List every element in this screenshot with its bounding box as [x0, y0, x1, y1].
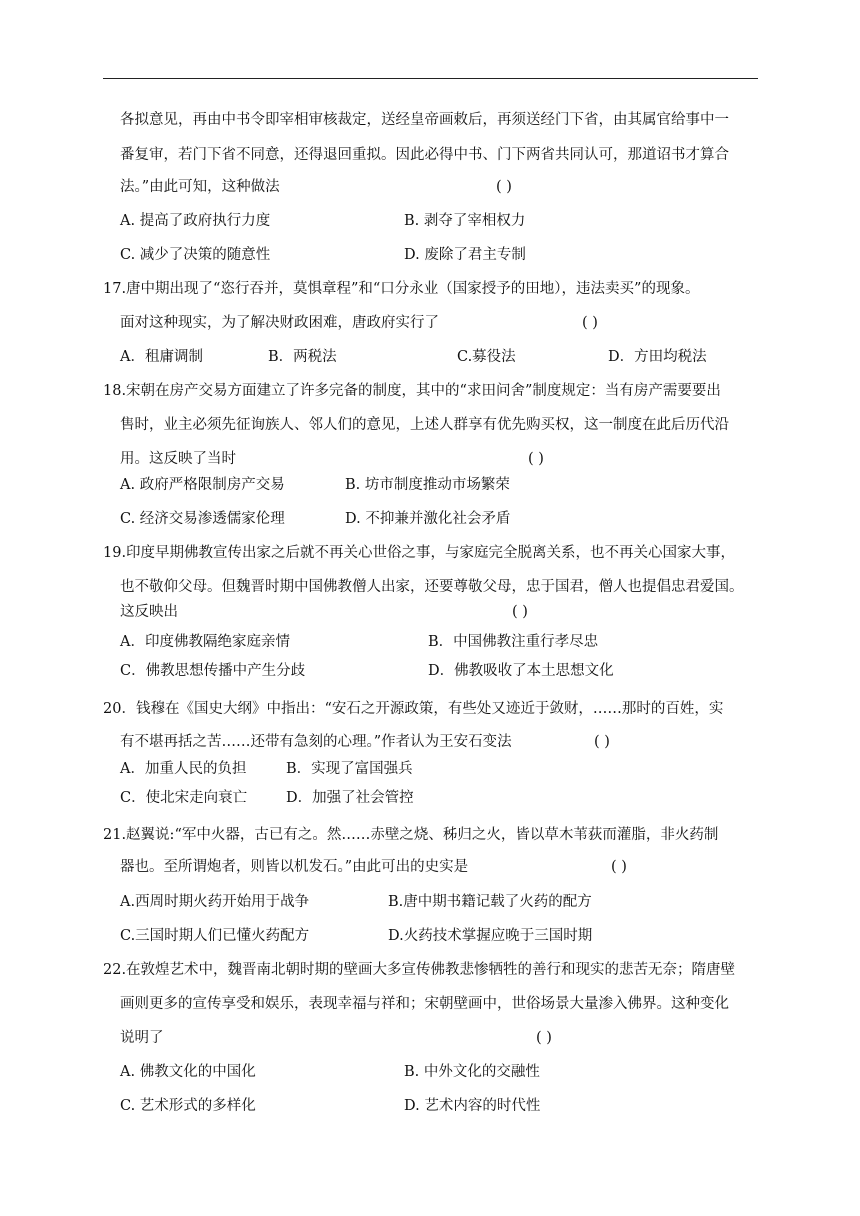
q19-line3: 这反映出 — [120, 604, 178, 620]
q20-option-a: A．加重人民的负担 — [120, 761, 247, 777]
q16-option-d: D. 废除了君主专制 — [404, 247, 526, 263]
q21-line2: 器也。至所谓炮者，则皆以机发石。”由此可出的史实是 — [120, 859, 469, 875]
q20-option-b: B．实现了富国强兵 — [286, 761, 413, 777]
q16-answer-paren: ( ) — [496, 179, 512, 195]
q22-line2: 画则更多的宣传享受和娱乐，表现幸福与祥和；宋朝壁画中，世俗场景大量渗入佛界。这种变化 — [120, 996, 729, 1012]
q20-answer-paren: ( ) — [594, 734, 610, 750]
q20-option-c: C．使北宋走向衰亡 — [120, 790, 248, 806]
q20-line2: 有不堪再括之苦……还带有急刻的心理。”作者认为王安石变法 — [120, 734, 512, 750]
q16-line1: 各拟意见，再由中书令即宰相审核裁定，送经皇帝画敕后，再须送经门下省，由其属官给事中一 — [120, 112, 729, 128]
q21-option-c: C.三国时期人们已懂火药配方 — [120, 928, 310, 944]
q22-option-c: C. 艺术形式的多样化 — [120, 1098, 256, 1114]
q18-line2: 售时，业主必须先征询族人、邻人们的意见，上述人群享有优先购买权，这一制度在此后历代沿 — [120, 417, 729, 433]
q20-line1: 20．钱穆在《国史大纲》中指出：“安石之开源政策，有些处又迹近于敛财，……那时的百姓，实 — [103, 701, 724, 717]
q22-option-b: B. 中外文化的交融性 — [404, 1064, 540, 1080]
q18-line1: 18.宋朝在房产交易方面建立了许多完备的制度，其中的“求田问舍”制度规定：当有房产需要要出 — [103, 383, 721, 399]
q17-line1: 17.唐中期出现了“恣行吞并，莫惧章程”和“口分永业（国家授予的田地），违法卖买”的现象。 — [103, 281, 700, 297]
q19-answer-paren: ( ) — [512, 604, 528, 620]
q22-line3: 说明了 — [120, 1030, 164, 1046]
q16-option-a: A. 提高了政府执行力度 — [120, 213, 271, 229]
q17-line2: 面对这种现实，为了解决财政困难，唐政府实行了 — [120, 315, 439, 331]
q16-option-b: B. 剥夺了宰相权力 — [404, 213, 526, 229]
header-rule — [103, 78, 758, 79]
q21-line1: 21.赵翼说:“军中火器，古已有之。然……赤壁之烧、秭归之火，皆以草木苇荻而灌脂，非火药制 — [103, 827, 719, 843]
q22-option-d: D. 艺术内容的时代性 — [404, 1098, 541, 1114]
q19-option-b: B．中国佛教注重行孝尽忠 — [428, 634, 599, 650]
q19-option-c: C．佛教思想传播中产生分歧 — [120, 663, 306, 679]
q16-option-c: C. 减少了决策的随意性 — [120, 247, 271, 263]
q17-option-b: B．两税法 — [268, 349, 337, 365]
q19-option-a: A．印度佛教隔绝家庭亲情 — [120, 634, 290, 650]
q22-answer-paren: ( ) — [536, 1030, 552, 1046]
q18-option-c: C. 经济交易渗透儒家伦理 — [120, 511, 285, 527]
q16-line2: 番复审，若门下省不同意，还得退回重拟。因此必得中书、门下两省共同认可，那道诏书才算合 — [120, 147, 729, 163]
q17-option-d: D．方田均税法 — [608, 349, 707, 365]
q22-line1: 22.在敦煌艺术中，魏晋南北朝时期的壁画大多宣传佛教悲惨牺牲的善行和现实的悲苦无奈；隋唐壁 — [103, 962, 736, 978]
q18-line3: 用。这反映了当时 — [120, 451, 236, 467]
q22-option-a: A. 佛教文化的中国化 — [120, 1064, 256, 1080]
q17-answer-paren: ( ) — [582, 315, 598, 331]
q19-option-d: D．佛教吸收了本土思想文化 — [428, 663, 614, 679]
q18-option-b: B. 坊市制度推动市场繁荣 — [345, 477, 510, 493]
q21-option-d: D.火药技术掌握应晚于三国时期 — [388, 928, 593, 944]
q17-option-a: A．租庸调制 — [120, 349, 203, 365]
q18-option-a: A. 政府严格限制房产交易 — [120, 477, 285, 493]
q21-option-b: B.唐中期书籍记载了火药的配方 — [388, 894, 592, 910]
q21-answer-paren: ( ) — [611, 859, 627, 875]
q18-answer-paren: ( ) — [528, 451, 544, 467]
q21-option-a: A.西周时期火药开始用于战争 — [120, 894, 310, 910]
q19-line1: 19.印度早期佛教宣传出家之后就不再关心世俗之事，与家庭完全脱离关系，也不再关心国家大事， — [103, 545, 736, 561]
q16-line3: 法。”由此可知，这种做法 — [120, 179, 280, 195]
q20-option-d: D．加强了社会管控 — [286, 790, 414, 806]
q17-option-c: C.募役法 — [457, 349, 516, 365]
q19-line2: 也不敬仰父母。但魏晋时期中国佛教僧人出家，还要尊敬父母，忠于国君，僧人也提倡忠君爱国。 — [120, 579, 744, 595]
q18-option-d: D. 不抑兼并激化社会矛盾 — [345, 511, 511, 527]
